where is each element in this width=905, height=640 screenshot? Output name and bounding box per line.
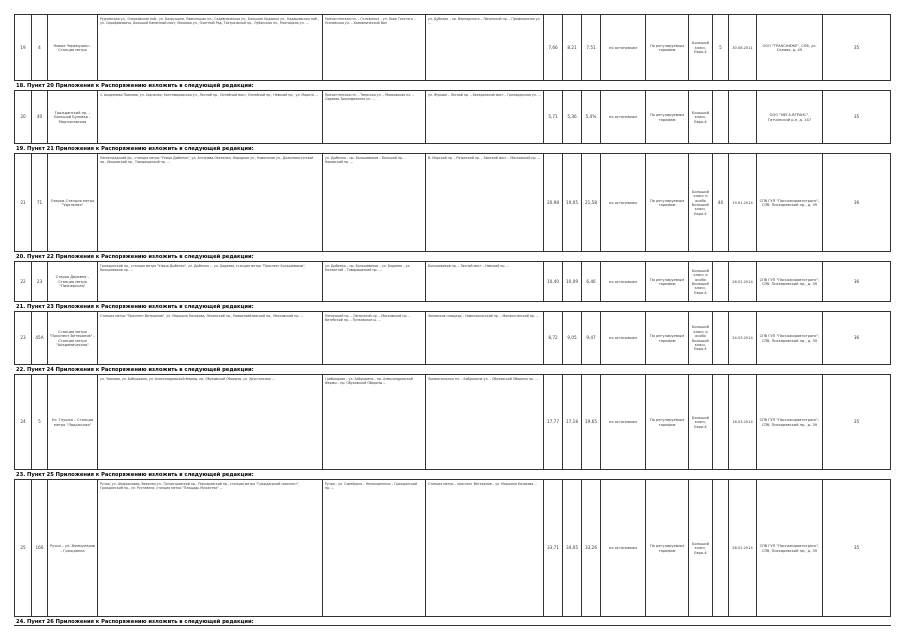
vehicle-qty (712, 312, 728, 365)
start-date: 28.01.2014 (728, 480, 756, 617)
length-3: 5,4% (581, 91, 600, 144)
vehicle-class: Большой класс и особо большой класс, Евро-4 (688, 262, 712, 302)
length-1: 5,71 (543, 91, 562, 144)
table-row (14, 14, 891, 81)
route-number: 71 (31, 154, 47, 252)
row-index: 19 (14, 15, 31, 81)
length-1: 20,98 (543, 154, 562, 252)
start-date (728, 91, 756, 144)
page-ref: 35 (822, 15, 891, 81)
route-name: Гражданский пр. – Большой Бульвар – Мартыновская (47, 91, 97, 144)
table-row (14, 374, 891, 470)
vehicle-class: Большой класс, Евро-4 (688, 91, 712, 144)
section-heading: 20. Пункт 22 Приложения к Распоряжению изложить в следующей редакции: (14, 251, 891, 261)
carrier: СПб ГУП "Пассажиравтотранс", СПб, Пискаревский пр., д. 39 (756, 480, 822, 617)
start-date: 30.08.2011 (728, 15, 756, 81)
section-heading: 21. Пункт 23 Приложения к Распоряжению изложить в следующей редакции: (14, 301, 891, 311)
stops-forward: ул. Дыбенко – пр. Большевиков – ул. Бадаева – ул. Коллонтай – Товарищеский пр. ... (322, 262, 425, 302)
route-path-forward: Гражданский пр., станция метро "Улица Дыбенко", ул. Дыбенко ... ул. Бадаева, станция метро "Проспект Большевиков", Большевиков пр. ... (97, 262, 322, 302)
length-2: 17,18 (562, 375, 581, 470)
route-path-forward: ул. Чернова, ул. Бабушкина, ул. Александровской Фермы, пр. Обуховской Обороны, ул. Хрустальная ... (97, 375, 322, 470)
carrier: СПб ГУП "Пассажиравтотранс", СПб, Пискаревский пр., д. 39 (756, 375, 822, 470)
vehicle-class: Большой класс, Евро-4 (688, 375, 712, 470)
row-index: 21 (14, 154, 31, 252)
stops-forward: ул. Дыбенко – пр. Большевиков – Большой пр. – Кировский пр. ... (322, 154, 425, 252)
length-2: 19,05 (562, 154, 581, 252)
length-3: 9,47 (581, 312, 600, 365)
route-name: Озерки-Станция метро "Удельная" (47, 154, 97, 252)
vehicle-qty (712, 480, 728, 617)
stop-mode: по остановкам (600, 154, 645, 252)
length-2: 34,05 (562, 480, 581, 617)
stop-mode: по остановкам (600, 15, 645, 81)
table-row (14, 311, 891, 365)
carrier: ООО "МЕГА-ВТРАНС", Гатчинский р-н, д. 147 (756, 91, 822, 144)
stop-mode: по остановкам (600, 375, 645, 470)
tariff: По регулируемым тарифам (645, 262, 688, 302)
carrier: СПб ГУП "Пассажиравтотранс", СПб, Пискаревский пр., д. 39 (756, 154, 822, 252)
row-index: 24 (14, 375, 31, 470)
carrier: СПб ГУП "Пассажиравтотранс", СПб, Пискаревский пр., д. 39 (756, 312, 822, 365)
route-number: 4 (31, 15, 47, 81)
tariff: По регулируемым тарифам (645, 312, 688, 365)
route-name: Ручьи – ул. Коммунаров – Гражданка (47, 480, 97, 617)
stops-back: Заневская площадь – Новочеркасский пр. – Малоохтинский пр. ... (425, 312, 543, 365)
tariff: По регулируемым тарифам (645, 480, 688, 617)
length-1: 7,66 (543, 15, 562, 81)
tariff: По регулируемым тарифам (645, 15, 688, 81)
stops-forward: Ленинский пр. – Ленинский пр. – Московский пр. – Витебский пр. – Пулковское ш. ... (322, 312, 425, 365)
row-index: 22 (14, 262, 31, 302)
page-ref: 36 (822, 312, 891, 365)
length-1: 10,40 (543, 262, 562, 302)
stops-forward: Пречистенская пл. – Остоженка – ул. Льва Толстого – Усачевская ул. – Хамовнический Вал (322, 15, 425, 81)
tariff: По регулируемым тарифам (645, 91, 688, 144)
stop-mode: по остановкам (600, 91, 645, 144)
start-date: 28.01.2014 (728, 262, 756, 302)
route-path-forward: 1. Академика Павлова, ул. Харченко, Кантемировская ул., Лесной пр., Литейный мост, Литейный пр., Невский пр., ул. Марата ... (97, 91, 322, 144)
carrier: ООО "ТРАНСНИЖЕ", СПб, ул. Салова, д. 49 (756, 15, 822, 81)
stops-forward: Грибоедова – ул. Бабушкина – пр. Александровской Фермы – пр. Обуховской Обороны ... (322, 375, 425, 470)
vehicle-qty (712, 375, 728, 470)
start-date: 19.01.2014 (728, 154, 756, 252)
start-date: 18.03.2014 (728, 375, 756, 470)
row-index: 20 (14, 91, 31, 144)
route-number: 166 (31, 480, 47, 617)
length-2: 9,05 (562, 312, 581, 365)
stops-forward: Пречистенская пл. – Тверская ул. – Маяковская пл. – Садовая-Триумфальная ул. ... (322, 91, 425, 144)
vehicle-class: Большой класс и особо большой класс, Евро-4 (688, 312, 712, 365)
route-name: Старая Деревня – Станция метро "Пионерская" (47, 262, 97, 302)
tariff: По регулируемым тарифам (645, 154, 688, 252)
page-ref: 35 (822, 375, 891, 470)
length-1: 33,71 (543, 480, 562, 617)
row-index: 25 (14, 480, 31, 617)
vehicle-class: Большой класс, Евро-4 (688, 15, 712, 81)
carrier: СПб ГУП "Пассажиравтотранс", СПб, Пискаревский пр., д. 39 (756, 262, 822, 302)
route-number: 5 (31, 375, 47, 470)
section-heading: 22. Пункт 24 Приложения к Распоряжению изложить в следующей редакции: (14, 364, 891, 374)
vehicle-qty: 40 (712, 154, 728, 252)
start-date: 24.03.2014 (728, 312, 756, 365)
length-3: 6,46 (581, 262, 600, 302)
section-heading: 18. Пункт 20 Приложения к Распоряжению изложить в следующей редакции: (14, 80, 891, 90)
stop-mode: по остановкам (600, 312, 645, 365)
route-path-forward: Ручьи, ул. Шафрановая, Веерная ул., Полюстровский пр., Пискаревский пр., станция метро "Гражданский проспект", Гражданский пр., ул. Руставели, станция метро "Площадь Мужества" ... (97, 480, 322, 617)
page-ref: 36 (822, 262, 891, 302)
row-index: 23 (14, 312, 31, 365)
route-number: 45А (31, 312, 47, 365)
page-ref: 36 (822, 154, 891, 252)
vehicle-qty (712, 91, 728, 144)
stop-mode: по остановкам (600, 480, 645, 617)
table-row (14, 261, 891, 302)
route-path-forward: Станция метро "Проспект Ветеранов", ул. Маршала Казакова, Ленинский пр., Новоизмайловский пр., Московский пр. ... (97, 312, 322, 365)
section-heading: 19. Пункт 21 Приложения к Распоряжению изложить в следующей редакции: (14, 143, 891, 153)
length-2: 10,09 (562, 262, 581, 302)
vehicle-class: Большой класс и особо большой класс, Евро-4 (688, 154, 712, 252)
length-2: 8,21 (562, 15, 581, 81)
document-sheet (14, 14, 891, 626)
section-heading: 23. Пункт 25 Приложения к Распоряжению изложить в следующей редакции: (14, 469, 891, 479)
tariff: По регулируемым тарифам (645, 375, 688, 470)
stops-back: Большевиков пр. – Лесной мост – Невский пр. ... (425, 262, 543, 302)
stops-back: Привокзальная пл. – Бабушкина ул. – Обуховской Обороны пр. ... (425, 375, 543, 470)
length-3: 21,58 (581, 154, 600, 252)
stop-mode: по остановкам (600, 262, 645, 302)
vehicle-qty (712, 262, 728, 302)
table-row (14, 90, 891, 144)
stops-back: Станция метро – проспект Ветеранов – ул. Маршала Казакова ... (425, 480, 543, 617)
length-1: 8,72 (543, 312, 562, 365)
length-3: 7,51 (581, 15, 600, 81)
length-2: 5,36 (562, 91, 581, 144)
route-name: Станция метро "Проспект Ветеранов" – Станция метро "Академическая" (47, 312, 97, 365)
route-path-forward: Ленинградский пр., станция метро "Улица Дыбенко", ул. Антонова-Овсеенко, Народная ул., Новоселов ул., Дальневосточный пр., Искровский пр., Товарищеский пр. ... (97, 154, 322, 252)
length-3: 19,65 (581, 375, 600, 470)
route-path-forward: Рудневская ул., Озерковская наб., ул. Бахрушина, Павелецкая пл., Садовническая ул., Большая Ордынка ул., Кадашевская наб., ул. Серафимовича, Большой Каменный мост, Моховая ул., Охотный Ряд, Театральный пр., Лубянская пл., Мясницкая ул. ... (97, 15, 322, 81)
route-name: Ул. Глушко – Станция метро "Ладожская" (47, 375, 97, 470)
stops-forward: Ручьи – ул. Сикейроса – Непокоренных – Гражданский пр. ... (322, 480, 425, 617)
page-ref: 35 (822, 91, 891, 144)
table-row (14, 479, 891, 617)
stops-back: ул. Дубнова – пр. Вернадского – Ленинский пр. – Профсоюзная ул. ... (425, 15, 543, 81)
length-1: 17,77 (543, 375, 562, 470)
route-number: 40 (31, 91, 47, 144)
route-number: 23 (31, 262, 47, 302)
stops-back: В. Морской пр. – Рязанский пр. – Земский мост – Московский пр. ... (425, 154, 543, 252)
table-row (14, 153, 891, 252)
vehicle-qty: 5 (712, 15, 728, 81)
page-ref: 35 (822, 480, 891, 617)
length-3: 33,26 (581, 480, 600, 617)
stops-back: ул. Жукова – Лесной пр. – Бесединский мост – Гренадерская ул. ... (425, 91, 543, 144)
section-heading: 24. Пункт 26 Приложения к Распоряжению изложить в следующей редакции: (14, 616, 891, 626)
route-name: Новые Черемушки – Станция метро (47, 15, 97, 81)
vehicle-class: Большой класс, Евро-4 (688, 480, 712, 617)
